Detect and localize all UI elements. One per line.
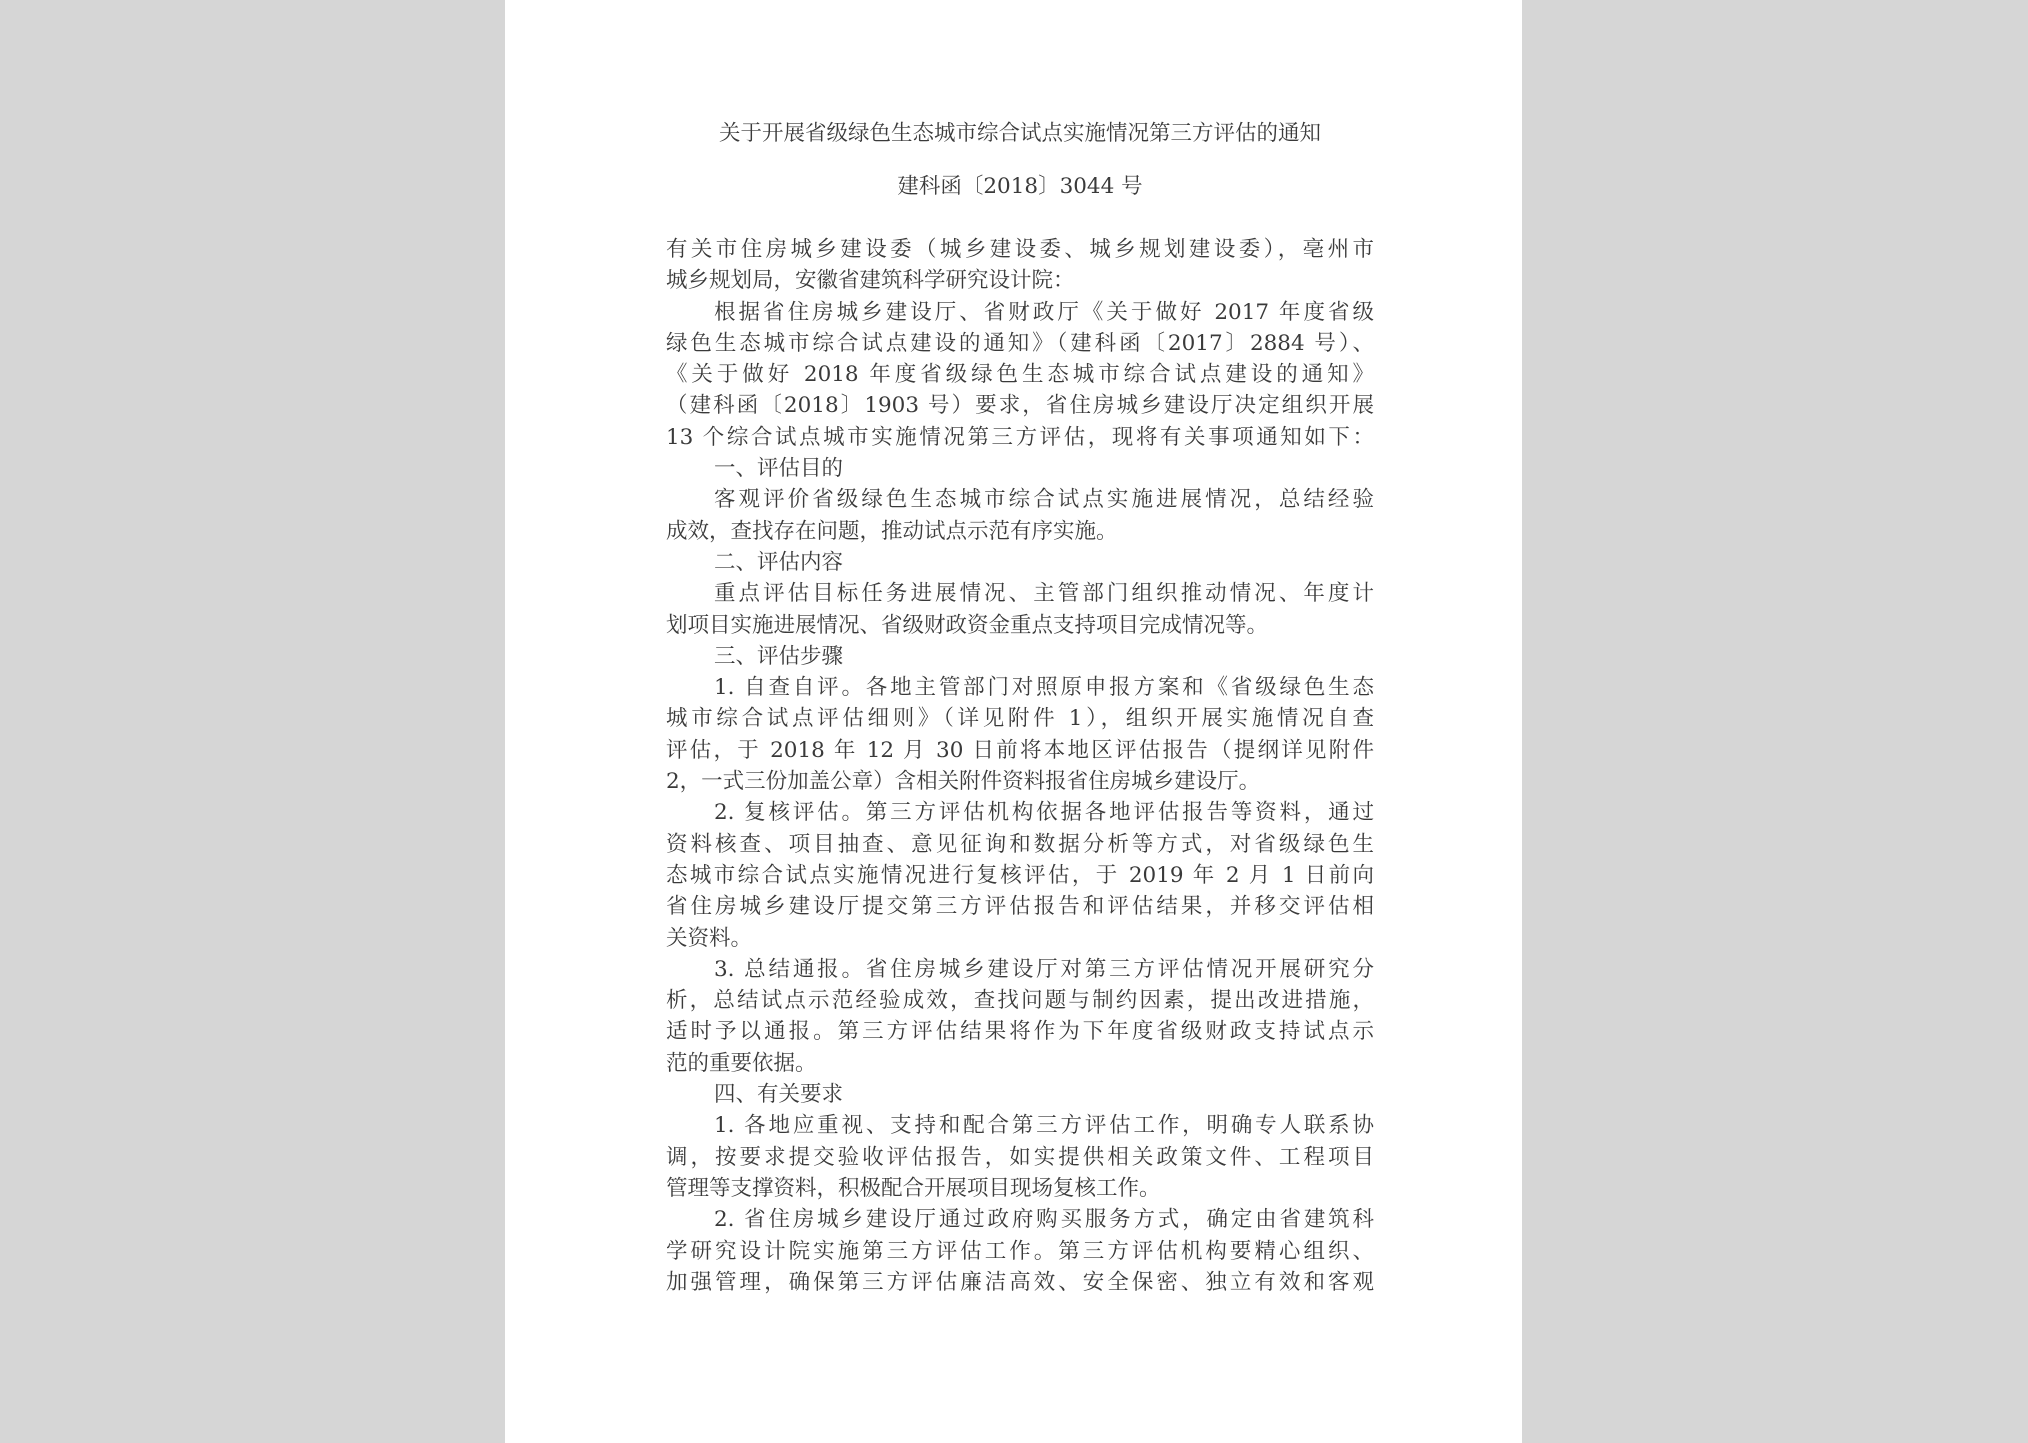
body-text-line: 管理等支撑资料，积极配合开展项目现场复核工作。: [666, 1175, 1161, 1201]
body-text-line: 三、评估步骤: [714, 643, 844, 669]
body-text-line: 重点评估目标任务进展情况、主管部门组织推动情况、年度计: [714, 581, 1374, 607]
body-text-line: 2. 复核评估。第三方评估机构依据各地评估报告等资料，通过: [714, 800, 1374, 826]
body-text-line: 析，总结试点示范经验成效，查找问题与制约因素，提出改进措施，: [666, 988, 1374, 1014]
body-text-line: 加强管理，确保第三方评估廉洁高效、安全保密、独立有效和客观: [666, 1269, 1374, 1295]
body-text-line: 一、评估目的: [714, 456, 844, 482]
body-text-line: 四、有关要求: [714, 1082, 844, 1108]
body-text-line: 3. 总结通报。省住房城乡建设厅对第三方评估情况开展研究分: [714, 956, 1374, 982]
document-number: 建科函〔2018〕3044 号: [897, 174, 1143, 199]
body-text-line: 城市综合试点评估细则》（详见附件 1），组织开展实施情况自查: [666, 706, 1374, 732]
body-text-line: 二、评估内容: [714, 549, 844, 575]
body-text-line: 13 个综合试点城市实施情况第三方评估，现将有关事项通知如下：: [666, 424, 1374, 450]
body-text-line: 根据省住房城乡建设厅、省财政厅《关于做好 2017 年度省级: [714, 299, 1374, 325]
body-text-line: （建科函〔2018〕1903 号）要求，省住房城乡建设厅决定组织开展: [666, 393, 1374, 419]
body-text-line: 范的重要依据。: [666, 1050, 817, 1076]
body-text-line: 绿色生态城市综合试点建设的通知》（建科函〔2017〕2884 号）、: [666, 330, 1374, 356]
body-text-line: 《关于做好 2018 年度省级绿色生态城市综合试点建设的通知》: [666, 362, 1374, 388]
document-body: [666, 234, 1374, 1298]
body-text-line: 2. 省住房城乡建设厅通过政府购买服务方式，确定由省建筑科: [714, 1207, 1374, 1233]
body-text-line: 关资料。: [666, 925, 753, 951]
body-text-line: 态城市综合试点实施情况进行复核评估，于 2019 年 2 月 1 日前向: [666, 862, 1374, 888]
document-title: 关于开展省级绿色生态城市综合试点实施情况第三方评估的通知: [718, 121, 1321, 146]
body-text-line: 适时予以通报。第三方评估结果将作为下年度省级财政支持试点示: [666, 1019, 1374, 1045]
body-text-line: 评估，于 2018 年 12 月 30 日前将本地区评估报告（提纲详见附件: [666, 737, 1374, 763]
body-text-line: 学研究设计院实施第三方评估工作。第三方评估机构要精心组织、: [666, 1238, 1374, 1264]
body-text-line: 1. 各地应重视、支持和配合第三方评估工作，明确专人联系协: [714, 1113, 1374, 1139]
body-text-line: 省住房城乡建设厅提交第三方评估报告和评估结果，并移交评估相: [666, 894, 1374, 920]
body-text-line: 2，一式三份加盖公章）含相关附件资料报省住房城乡建设厅。: [666, 769, 1261, 795]
body-text-line: 划项目实施进展情况、省级财政资金重点支持项目完成情况等。: [666, 612, 1269, 638]
body-text-line: 1. 自查自评。各地主管部门对照原申报方案和《省级绿色生态: [714, 675, 1374, 701]
body-text-line: 城乡规划局，安徽省建筑科学研究设计院：: [666, 268, 1075, 294]
body-text-line: 调，按要求提交验收评估报告，如实提供相关政策文件、工程项目: [666, 1144, 1374, 1170]
body-text-line: 成效，查找存在问题，推动试点示范有序实施。: [666, 518, 1118, 544]
body-text-line: 资料核查、项目抽查、意见征询和数据分析等方式，对省级绿色生: [666, 831, 1374, 857]
document-page: [505, 0, 1522, 1443]
body-text-line: 客观评价省级绿色生态城市综合试点实施进展情况，总结经验: [714, 487, 1374, 513]
body-text-line: 有关市住房城乡建设委（城乡建设委、城乡规划建设委），亳州市: [666, 237, 1374, 262]
